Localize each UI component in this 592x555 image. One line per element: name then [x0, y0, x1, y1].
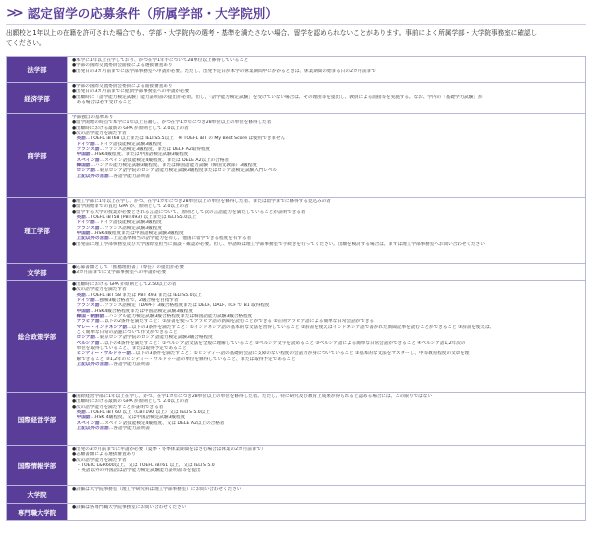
- requirement-line: 中国語…HSK4級程度、または中国語検定試験3級程度: [76, 152, 189, 158]
- page-title: 認定留学の応募条件（所属学部・大学院別）: [27, 6, 278, 21]
- requirement-line: 英語…TOEFL iBT 60 以上（CBT190 以上）又は IELTS 5.0以上: [76, 410, 210, 416]
- requirement-line: ドイツ語…ドイツ語技能検定試験3級程度: [76, 220, 162, 226]
- requirement-line: ヒンディー・ウルドゥー語…以下の3条件を満たすこと：①ヒンディー語の基礎的会話に支障のない程度の会話力が身についていること ②基本的な文法をマスターし、中等教育程度の文章を理: [76, 351, 470, 357]
- requirement-row: [7, 114, 586, 198]
- requirement-line: ●出願時における最新の GPA が原則として 2.0以上の者: [72, 125, 189, 131]
- language-label: 英語: [76, 136, 86, 142]
- requirement-line: ●本学に1年以上在学しており、かつ在学1年半について28単位以上修得していること: [72, 58, 249, 63]
- intro-line: てください。: [6, 39, 46, 47]
- requirement-line: ●出願時に「語学能力検定試験」能力証明書の提出が必須。但し、「語学能力検定試験」を受けていない場合は、その理由等を提出し、教員による面接等を実施する。なお、学内の「基礎学力試験」が: [72, 94, 483, 100]
- language-label: 中国語: [76, 308, 91, 314]
- requirement-line: 英語…TOEFL iBT68 以上または IELTS5.5以上 ※ TOEFL iBT の My Best Score は使用できません: [76, 136, 286, 142]
- language-label: ドイツ語: [76, 220, 95, 226]
- language-label: 上記以外の言語: [76, 173, 109, 179]
- requirement-line: ●出発前に理工学部事務室及び大学国際室担当に面談・確認が必要。但し、申請時は理工学部事務室で手続きを行ってください。出願を検討する場合は、まずは理工学部事務室へお問い合わせください: [72, 241, 485, 247]
- requirement-line: スペイン語…スペイン語技能検定4級程度、又は DELE A2以上の合格者: [76, 420, 225, 426]
- requirement-row: [7, 446, 586, 486]
- language-label: 英語: [76, 215, 86, 221]
- requirement-line: 学部独自の基準あり: [72, 115, 114, 120]
- language-label: フランス語: [76, 303, 100, 309]
- requirement-row: [7, 504, 586, 521]
- requirement-line: 英語…TOEFL iBT58 (PBT493) 以上または IELTS5.0以上: [76, 215, 197, 221]
- faculty-label: 国際情報学部: [7, 446, 68, 486]
- requirement-row: [7, 281, 586, 393]
- requirement-row: [7, 486, 586, 504]
- language-label: 英語: [76, 410, 86, 416]
- faculty-label: 商学部: [7, 114, 68, 198]
- requirement-details: [68, 264, 586, 281]
- requirement-line: ●出発日の3カ月前までに法学部事務室へ申請が必要。ただし、出発予定日が本学の休業期間中にかかるときは、休業期間の始まる日の2カ月前まで: [72, 68, 376, 74]
- language-label: ドイツ語: [76, 141, 95, 147]
- requirement-line: 上記以外の言語…各語学能力証明書: [76, 362, 151, 368]
- requirement-line: ●出願時における最新の GPA が原則として 2.0以上の者: [72, 399, 189, 405]
- requirement-row: [7, 264, 586, 281]
- requirement-line: ロシア語…東京ロシア語学院のロシア語能力検定試験3級程度またはロシア語検定試験入門レベル: [76, 168, 278, 174]
- language-label: スペイン語: [76, 420, 100, 426]
- language-label: 中国語: [76, 152, 91, 158]
- requirement-line: ●詳細は大学院事務室（理工学研究科は理工学部事務室）にお問い合わせください: [72, 487, 242, 492]
- requirement-line: ●次の語学能力を満たす者: [72, 131, 127, 137]
- language-label: ロシア語: [76, 168, 95, 174]
- language-label: 中国語: [76, 415, 91, 421]
- language-label: 韓国語: [76, 163, 91, 169]
- requirement-details: [68, 281, 586, 393]
- requirement-details: [68, 83, 586, 114]
- requirement-line: フランス語…フランス語検定3級程度、または DELF A2取得程度: [76, 147, 211, 153]
- requirement-line: 英語…TOEFL iBT 58 または PBT 493 または IELTS5.0以上: [76, 292, 202, 298]
- section-heading: [6, 2, 586, 25]
- requirement-details: [68, 198, 586, 264]
- language-label: ロシア語: [76, 335, 95, 341]
- requirement-line: ・英語以外の外国語は語学能力検定試験能力証明書等を提出: [72, 468, 201, 474]
- requirement-line: ●留学開始の時点で本学に1年以上在籍し、かつ在学1カ年につき28単位以上の単位を修得した者: [72, 120, 272, 126]
- language-label: 上記以外の言語: [76, 362, 109, 368]
- language-label: ドイツ語: [76, 298, 95, 304]
- requirement-line: ●次の語学能力を満たす者: [72, 287, 127, 293]
- faculty-label: 理工学部: [7, 198, 68, 264]
- requirement-details: [68, 446, 586, 486]
- faculty-label: 専門職大学院: [7, 504, 68, 521]
- requirement-line: 中国語…HSK4級合格程度または中国語検定試験3級程度: [76, 308, 193, 314]
- requirement-line: ●学部の国際交流委員会委員による面接審査あり: [72, 84, 173, 89]
- intro-line: 出願校と1年以上の在籍を許可された場合でも、学部・大学院内の選考・基準を満たさない場合、留学を認められないことがあります。事前によく所属学部・大学院事務室に確認し: [6, 29, 538, 37]
- intro-paragraph: [6, 28, 584, 48]
- faculty-label: 大学院: [7, 486, 68, 504]
- requirement-line: ●志願書類による選抜審査あり: [72, 452, 136, 458]
- faculty-label: 経済学部: [7, 83, 68, 114]
- double-chevron-icon: >>: [6, 5, 20, 21]
- requirement-line: ・TOEIC L&R600以上、又は TOEFL iBT61 以上、又は IELTS 5.0: [72, 463, 215, 469]
- requirement-details: [68, 393, 586, 446]
- language-label: 韓国・朝鮮語: [76, 314, 105, 320]
- requirement-line: フランス語…フランス語検定（DAPF）3級合格程度または DELF, DALF, TCF で B1 取得程度: [76, 303, 270, 309]
- requirement-line: ある場合は必ず受けること: [72, 100, 132, 106]
- requirement-line: フランス語…フランス語検定試験3級程度: [76, 225, 162, 231]
- requirement-row: [7, 83, 586, 114]
- requirement-line: ●学部の国際交流委員会面接による選抜審査あり: [72, 63, 173, 69]
- requirement-line: ●出発日の3カ月前までに経済学部事務室への申請が必要: [72, 89, 190, 95]
- requirement-row: [7, 393, 586, 446]
- requirement-line: 韓国・朝鮮語…ハングル能力検定試験3級合格程度または韓国語能力試験3級合格程度: [76, 314, 253, 320]
- requirement-line: 中国語…HSK 4級程度、又は中国語検定試験3級程度: [76, 415, 186, 421]
- requirement-line: 韓国語…ハングル能力検定試験3級程度、または韓国語能力試験（韓国文教部）3級程度: [76, 163, 257, 169]
- faculty-label: 法学部: [7, 57, 68, 83]
- faculty-label: 総合政策学部: [7, 281, 68, 393]
- requirement-line: 上記以外の言語…各語学能力証明書: [76, 173, 151, 179]
- requirement-row: [7, 198, 586, 264]
- requirement-line: ●出発の3カ月前までに申請が必要（夏季・冬季休業期間をはさむ場合は休業の2カ月前まで）: [72, 447, 266, 452]
- requirement-line: ドイツ語…ドイツ語技能検定試験3級程度: [76, 141, 162, 147]
- requirement-line: ベルシア語…以下の4条件を満たすこと：①ベルシア語文法を全般に理解していること ②ベルシア文字を読めること ③ベルシア語による簡単な日常会話ができること ④ベルシア語1,2年次の: [76, 340, 466, 346]
- language-label: フランス語: [76, 225, 100, 231]
- language-label: フランス語: [76, 147, 100, 153]
- language-label: アラビア語: [76, 319, 100, 325]
- requirement-line: スペイン語…スペイン語技能検定4級程度、または DELE A2以上の合格者: [76, 157, 230, 163]
- requirement-details: [68, 114, 586, 198]
- requirement-line: ●留学する大学の授業が必要とされる言語について、原則として次の言語能力を満たしていることが証明できる者: [72, 209, 306, 215]
- requirement-line: 単位を取得していること、または取得予定であること: [72, 346, 187, 352]
- requirement-details: [68, 57, 586, 83]
- requirement-line: 上記以外の言語…上記基準相当の語学能力を有し、他国に留学できる程度を有する者: [76, 236, 252, 242]
- requirement-line: ●留学開始までの直近 GPA が、原則として 2.0以上の者: [72, 204, 189, 210]
- requirement-line: ●国際経営学部に1年以上在学し、かつ、在学1カ年につき28単位以上の単位を修得した者。ただし、特に研究及び教育上成果が得られると認める場合には、この限りではない: [72, 394, 432, 399]
- language-label: マレー・インドネシア語: [76, 324, 128, 330]
- requirement-line: ●詳細は各専門職大学院事務室にお問い合わせください: [72, 505, 187, 510]
- requirement-line: ●3カ月前までに文学部事務室への申請が必要: [72, 270, 167, 276]
- requirement-line: ●次の語学能力を満たすことが証明できる者: [72, 404, 164, 410]
- requirement-line: ドイツ語…独検3級合格者で、2級合格を目指す者: [76, 298, 179, 304]
- requirement-line: 解できること ③1,2年のヒンディー・ウルドゥー語の単位を修得していること、または取得予定であること: [72, 356, 296, 362]
- requirement-line: ●出願時における GPA が原則として2.50以上の者: [72, 282, 177, 287]
- requirement-line: 中国語…HSK4級程度または中国語検定試験3級程度: [76, 231, 184, 237]
- language-label: ベルシア語: [76, 340, 100, 346]
- requirement-line: 上記以外の言語…各語学能力証明書: [76, 426, 151, 432]
- language-label: 英語: [76, 292, 86, 298]
- faculty-label: 文学部: [7, 264, 68, 281]
- language-label: 上記以外の言語: [76, 236, 109, 242]
- requirement-details: [68, 486, 586, 504]
- requirement-line: ●応募書類として「推薦理由書」（専任）の提出が必要: [72, 265, 184, 270]
- language-label: 中国語: [76, 231, 91, 237]
- requirement-line: ●理工学部に1年以上在学し、かつ、在学1カ年につき28単位以上の単位を修得した者、または留学までに修得する見込みの者: [72, 199, 331, 204]
- language-label: スペイン語: [76, 157, 100, 163]
- requirement-line: ロシア語…東京ロシア語学院のロシア語能力検定試験3級合格程度: [76, 335, 213, 341]
- requirement-line: ●次の語学能力を満たす者: [72, 457, 127, 463]
- requirement-line: ごく簡単な日常の話題について作文ができること: [72, 330, 178, 336]
- language-label: 上記以外の言語: [76, 426, 109, 432]
- faculty-label: 国際経営学部: [7, 393, 68, 446]
- language-label: ヒンディー・ウルドゥー語: [76, 351, 132, 357]
- requirement-line: マレー・インドネシア語…以下の3条件を満たすこと：①インドネシア語の基本的な文法を習得していること ②辞書を使えばインドネシア語で書かれた新聞記事を読むことができること ③辞書を使えば、: [76, 324, 495, 330]
- requirements-table: [6, 56, 586, 521]
- requirement-line: アラビア語…以下の2条件を満たすこと：①辞書を使ってアラビア語の新聞を読むことができる ②正則アラビア語による簡単な日常会話ができる: [76, 319, 375, 325]
- requirement-row: [7, 57, 586, 83]
- requirement-details: [68, 504, 586, 521]
